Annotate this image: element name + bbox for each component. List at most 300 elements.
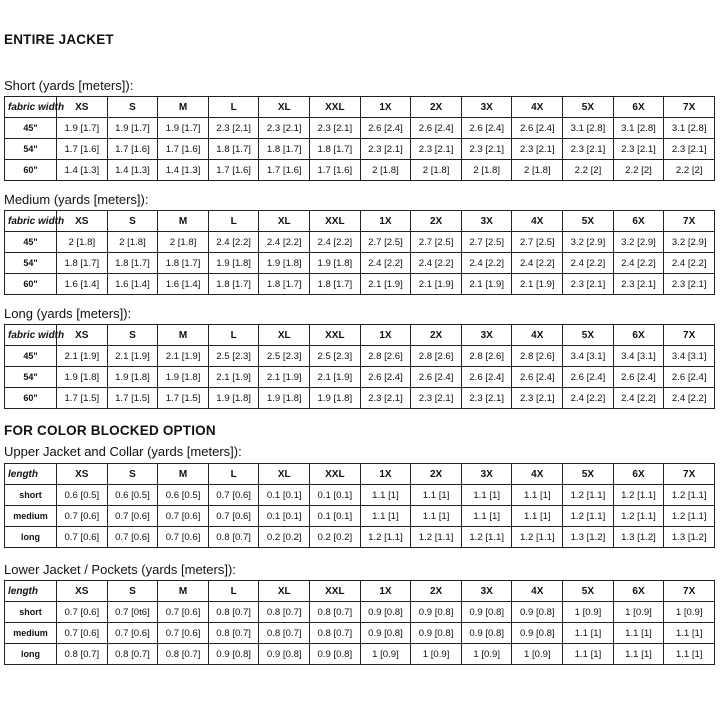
table-cell: 1.9 [1.7] [57, 118, 108, 139]
table-cell: 2.4 [2.2] [613, 388, 664, 409]
table-cell: 2.3 [2.1] [360, 388, 411, 409]
table-cell: 2.4 [2.2] [208, 232, 259, 253]
size-header: 1X [360, 97, 411, 118]
table-cell: 1.9 [1.8] [259, 253, 310, 274]
table-cell: 2.3 [2.1] [411, 139, 462, 160]
size-header: XS [57, 325, 108, 346]
table-heading: Short (yards [meters]): [4, 78, 134, 93]
table-cell: 1.2 [1.1] [461, 527, 512, 548]
table-cell: 2.6 [2.4] [461, 118, 512, 139]
table-row [5, 253, 715, 274]
table-cell: 0.2 [0.2] [310, 527, 361, 548]
size-header: 5X [563, 97, 614, 118]
table-cell: 1.8 [1.7] [310, 274, 361, 295]
size-header: 2X [411, 211, 462, 232]
table-cell: 1.7 [1.6] [107, 139, 158, 160]
table-cell: 3.1 [2.8] [613, 118, 664, 139]
table-cell: 2.1 [1.9] [259, 367, 310, 388]
table-cell: 1.2 [1.1] [563, 506, 614, 527]
table-cell: 1 [0.9] [461, 644, 512, 665]
table-cell: 0.9 [0.8] [461, 602, 512, 623]
table-cell: 1.1 [1] [360, 506, 411, 527]
table-cell: 2.3 [2.1] [512, 388, 563, 409]
size-header: 3X [461, 581, 512, 602]
size-header: 5X [563, 581, 614, 602]
size-header: 4X [512, 97, 563, 118]
size-header: 2X [411, 581, 462, 602]
size-header: 3X [461, 464, 512, 485]
table-cell: 2.6 [2.4] [461, 367, 512, 388]
table-cell: 0.7 [0.6] [158, 623, 209, 644]
table-cell: 1.7 [1.6] [310, 160, 361, 181]
size-header: XS [57, 464, 108, 485]
table-cell: 1.1 [1] [411, 485, 462, 506]
table-heading: Lower Jacket / Pockets (yards [meters]): [4, 562, 236, 577]
table-cell: 1.9 [1.7] [158, 118, 209, 139]
size-header: XXL [310, 211, 361, 232]
size-header: M [158, 211, 209, 232]
table-cell: 1.1 [1] [461, 506, 512, 527]
size-header: 4X [512, 464, 563, 485]
row-label: long [5, 644, 57, 665]
table-cell: 2.1 [1.9] [107, 346, 158, 367]
table-cell: 2 [1.8] [158, 232, 209, 253]
table-cell: 1 [0.9] [512, 644, 563, 665]
size-header: XL [259, 97, 310, 118]
size-header: 6X [613, 464, 664, 485]
size-header: L [208, 464, 259, 485]
row-label: 60" [5, 274, 57, 295]
table-cell: 1.9 [1.8] [310, 253, 361, 274]
table-cell: 3.4 [3.1] [664, 346, 715, 367]
size-header: 1X [360, 325, 411, 346]
table-cell: 2.7 [2.5] [461, 232, 512, 253]
table-header-row [5, 464, 715, 485]
table-cell: 2.6 [2.4] [360, 118, 411, 139]
table-cell: 3.2 [2.9] [664, 232, 715, 253]
table-cell: 2.4 [2.2] [360, 253, 411, 274]
section-title: ENTIRE JACKET [4, 32, 114, 47]
table-cell: 2.7 [2.5] [512, 232, 563, 253]
table-cell: 1.4 [1.3] [57, 160, 108, 181]
table-cell: 2.6 [2.4] [613, 367, 664, 388]
table-cell: 2.3 [2.1] [563, 139, 614, 160]
size-header: 4X [512, 325, 563, 346]
size-header: 3X [461, 325, 512, 346]
table-cell: 2.4 [2.2] [512, 253, 563, 274]
size-header: XXL [310, 325, 361, 346]
table-cell: 2.4 [2.2] [259, 232, 310, 253]
table-cell: 0.7 [0t6] [107, 602, 158, 623]
table-cell: 2.5 [2.3] [310, 346, 361, 367]
table-cell: 1.7 [1.6] [208, 160, 259, 181]
table-cell: 2.1 [1.9] [158, 346, 209, 367]
table-cell: 1.1 [1] [411, 506, 462, 527]
table-heading: Medium (yards [meters]): [4, 192, 149, 207]
table-cell: 2.8 [2.6] [360, 346, 411, 367]
table-cell: 1.2 [1.1] [613, 506, 664, 527]
yardage-table [4, 96, 715, 181]
yardage-table [4, 210, 715, 295]
table-cell: 0.7 [0.6] [107, 506, 158, 527]
table-cell: 1 [0.9] [664, 602, 715, 623]
size-header: XL [259, 211, 310, 232]
table-cell: 1.9 [1.8] [208, 388, 259, 409]
size-header: M [158, 97, 209, 118]
table-cell: 0.7 [0.6] [158, 527, 209, 548]
table-cell: 2.1 [1.9] [310, 367, 361, 388]
table-cell: 2.1 [1.9] [461, 274, 512, 295]
table-cell: 1.8 [1.7] [158, 253, 209, 274]
table-header-row [5, 325, 715, 346]
table-cell: 1.3 [1.2] [563, 527, 614, 548]
table-cell: 2.3 [2.1] [208, 118, 259, 139]
table-cell: 2.3 [2.1] [461, 388, 512, 409]
size-header: L [208, 325, 259, 346]
table-cell: 0.9 [0.8] [310, 644, 361, 665]
table-cell: 1.2 [1.1] [664, 506, 715, 527]
yardage-table [4, 580, 715, 665]
table-row [5, 118, 715, 139]
table-cell: 2.1 [1.9] [512, 274, 563, 295]
table-cell: 1 [0.9] [613, 602, 664, 623]
table-cell: 2.6 [2.4] [512, 118, 563, 139]
table-cell: 0.9 [0.8] [360, 602, 411, 623]
table-cell: 1.1 [1] [563, 623, 614, 644]
table-row [5, 388, 715, 409]
table-cell: 1.8 [1.7] [259, 139, 310, 160]
table-cell: 2 [1.8] [107, 232, 158, 253]
row-label: 54" [5, 367, 57, 388]
table-cell: 1.9 [1.7] [107, 118, 158, 139]
size-header: 6X [613, 325, 664, 346]
table-cell: 0.7 [0.6] [57, 527, 108, 548]
table-cell: 3.4 [3.1] [563, 346, 614, 367]
table-cell: 0.7 [0.6] [57, 623, 108, 644]
table-cell: 0.6 [0.5] [57, 485, 108, 506]
row-label: 54" [5, 253, 57, 274]
table-cell: 3.2 [2.9] [563, 232, 614, 253]
yardage-table [4, 463, 715, 548]
table-cell: 0.7 [0.6] [208, 506, 259, 527]
table-cell: 2.3 [2.1] [563, 274, 614, 295]
table-cell: 0.8 [0.7] [310, 623, 361, 644]
size-header: XL [259, 464, 310, 485]
table-cell: 2.7 [2.5] [360, 232, 411, 253]
table-cell: 1.1 [1] [613, 623, 664, 644]
size-header: 7X [664, 581, 715, 602]
size-header: 4X [512, 581, 563, 602]
table-cell: 2.4 [2.2] [411, 253, 462, 274]
table-header-row [5, 211, 715, 232]
size-header: 1X [360, 211, 411, 232]
table-cell: 0.7 [0.6] [107, 623, 158, 644]
table-cell: 2.8 [2.6] [411, 346, 462, 367]
size-header: 7X [664, 97, 715, 118]
size-header: 7X [664, 211, 715, 232]
table-cell: 1.7 [1.5] [107, 388, 158, 409]
table-cell: 2.4 [2.2] [563, 388, 614, 409]
table-cell: 2.2 [2] [563, 160, 614, 181]
table-cell: 0.8 [0.7] [57, 644, 108, 665]
table-cell: 1.7 [1.6] [57, 139, 108, 160]
table-cell: 2.4 [2.2] [461, 253, 512, 274]
table-cell: 2.1 [1.9] [57, 346, 108, 367]
table-cell: 2.6 [2.4] [664, 367, 715, 388]
table-cell: 1.6 [1.4] [107, 274, 158, 295]
section-title: FOR COLOR BLOCKED OPTION [4, 423, 216, 438]
table-cell: 0.9 [0.8] [259, 644, 310, 665]
table-cell: 2.3 [2.1] [613, 274, 664, 295]
table-cell: 0.7 [0.6] [57, 506, 108, 527]
corner-label: length [5, 464, 57, 485]
table-cell: 2 [1.8] [411, 160, 462, 181]
table-cell: 2.3 [2.1] [461, 139, 512, 160]
table-row [5, 232, 715, 253]
table-row [5, 644, 715, 665]
table-cell: 1.8 [1.7] [57, 253, 108, 274]
table-cell: 3.4 [3.1] [613, 346, 664, 367]
table-cell: 0.9 [0.8] [208, 644, 259, 665]
table-cell: 3.1 [2.8] [664, 118, 715, 139]
size-header: 4X [512, 211, 563, 232]
corner-label: fabric width [5, 97, 57, 118]
row-label: 45" [5, 232, 57, 253]
table-cell: 0.9 [0.8] [512, 623, 563, 644]
table-cell: 2.1 [1.9] [360, 274, 411, 295]
row-label: 60" [5, 388, 57, 409]
table-cell: 2.2 [2] [664, 160, 715, 181]
row-label: medium [5, 623, 57, 644]
table-cell: 0.1 [0.1] [310, 506, 361, 527]
size-header: 5X [563, 325, 614, 346]
table-cell: 1.9 [1.8] [310, 388, 361, 409]
table-cell: 2.3 [2.1] [310, 118, 361, 139]
table-cell: 1.6 [1.4] [57, 274, 108, 295]
table-cell: 2.3 [2.1] [664, 139, 715, 160]
table-cell: 3.2 [2.9] [613, 232, 664, 253]
table-cell: 1.1 [1] [664, 623, 715, 644]
table-heading: Upper Jacket and Collar (yards [meters]): [4, 444, 242, 459]
table-cell: 2.4 [2.2] [664, 253, 715, 274]
table-cell: 1.9 [1.8] [57, 367, 108, 388]
size-header: 3X [461, 97, 512, 118]
table-cell: 1.1 [1] [360, 485, 411, 506]
table-cell: 0.1 [0.1] [259, 506, 310, 527]
table-cell: 1.2 [1.1] [613, 485, 664, 506]
table-cell: 0.9 [0.8] [411, 623, 462, 644]
size-header: 5X [563, 211, 614, 232]
table-cell: 2.3 [2.1] [664, 274, 715, 295]
table-cell: 0.8 [0.7] [208, 602, 259, 623]
table-cell: 1.7 [1.6] [259, 160, 310, 181]
table-cell: 1.8 [1.7] [208, 139, 259, 160]
size-header: 2X [411, 325, 462, 346]
table-cell: 2.1 [1.9] [411, 274, 462, 295]
table-cell: 2.2 [2] [613, 160, 664, 181]
table-cell: 1.1 [1] [461, 485, 512, 506]
size-header: XS [57, 211, 108, 232]
table-cell: 1.8 [1.7] [310, 139, 361, 160]
table-cell: 1.7 [1.5] [57, 388, 108, 409]
table-cell: 1.8 [1.7] [208, 274, 259, 295]
size-header: M [158, 464, 209, 485]
table-cell: 0.8 [0.7] [208, 527, 259, 548]
size-header: 3X [461, 211, 512, 232]
table-cell: 0.8 [0.7] [107, 644, 158, 665]
size-header: 7X [664, 464, 715, 485]
size-header: S [107, 97, 158, 118]
row-label: long [5, 527, 57, 548]
size-header: 5X [563, 464, 614, 485]
yardage-table [4, 324, 715, 409]
table-cell: 2.5 [2.3] [259, 346, 310, 367]
table-cell: 2.3 [2.1] [259, 118, 310, 139]
table-cell: 2.8 [2.6] [512, 346, 563, 367]
table-cell: 0.7 [0.6] [57, 602, 108, 623]
size-header: S [107, 211, 158, 232]
corner-label: length [5, 581, 57, 602]
table-cell: 0.9 [0.8] [411, 602, 462, 623]
table-cell: 2.3 [2.1] [360, 139, 411, 160]
size-header: S [107, 581, 158, 602]
size-header: L [208, 97, 259, 118]
size-header: 1X [360, 464, 411, 485]
table-cell: 0.1 [0.1] [259, 485, 310, 506]
table-cell: 2.4 [2.2] [563, 253, 614, 274]
table-cell: 1.8 [1.7] [259, 274, 310, 295]
row-label: short [5, 485, 57, 506]
table-cell: 0.6 [0.5] [107, 485, 158, 506]
table-cell: 1.4 [1.3] [158, 160, 209, 181]
table-cell: 1.1 [1] [664, 644, 715, 665]
table-row [5, 274, 715, 295]
table-cell: 2 [1.8] [461, 160, 512, 181]
table-cell: 2 [1.8] [360, 160, 411, 181]
table-cell: 1.9 [1.8] [208, 253, 259, 274]
table-cell: 0.8 [0.7] [208, 623, 259, 644]
table-cell: 0.7 [0.6] [158, 602, 209, 623]
table-header-row [5, 581, 715, 602]
size-header: S [107, 464, 158, 485]
table-cell: 1.2 [1.1] [360, 527, 411, 548]
table-cell: 2.1 [1.9] [208, 367, 259, 388]
size-header: 2X [411, 464, 462, 485]
table-cell: 2.3 [2.1] [411, 388, 462, 409]
table-cell: 2 [1.8] [57, 232, 108, 253]
table-row [5, 485, 715, 506]
table-cell: 1.2 [1.1] [411, 527, 462, 548]
table-cell: 0.8 [0.7] [259, 623, 310, 644]
size-header: M [158, 325, 209, 346]
table-cell: 1.9 [1.8] [158, 367, 209, 388]
table-cell: 1.1 [1] [563, 644, 614, 665]
table-cell: 2.3 [2.1] [512, 139, 563, 160]
table-cell: 0.8 [0.7] [259, 602, 310, 623]
table-cell: 2 [1.8] [512, 160, 563, 181]
table-cell: 1.6 [1.4] [158, 274, 209, 295]
table-cell: 0.7 [0.6] [107, 527, 158, 548]
size-header: L [208, 581, 259, 602]
table-cell: 0.6 [0.5] [158, 485, 209, 506]
table-cell: 2.3 [2.1] [613, 139, 664, 160]
table-cell: 1.9 [1.8] [107, 367, 158, 388]
table-row [5, 506, 715, 527]
table-row [5, 160, 715, 181]
table-cell: 0.7 [0.6] [158, 506, 209, 527]
table-cell: 2.4 [2.2] [310, 232, 361, 253]
table-cell: 0.8 [0.7] [310, 602, 361, 623]
table-cell: 1.7 [1.6] [158, 139, 209, 160]
table-cell: 1.8 [1.7] [107, 253, 158, 274]
table-cell: 0.9 [0.8] [360, 623, 411, 644]
table-cell: 0.2 [0.2] [259, 527, 310, 548]
table-cell: 2.6 [2.4] [411, 367, 462, 388]
corner-label: fabric width [5, 325, 57, 346]
table-cell: 2.5 [2.3] [208, 346, 259, 367]
table-cell: 1.3 [1.2] [613, 527, 664, 548]
size-header: XXL [310, 464, 361, 485]
size-header: 2X [411, 97, 462, 118]
table-cell: 2.4 [2.2] [664, 388, 715, 409]
table-cell: 0.9 [0.8] [461, 623, 512, 644]
size-header: 6X [613, 97, 664, 118]
table-heading: Long (yards [meters]): [4, 306, 132, 321]
size-header: 6X [613, 581, 664, 602]
corner-label: fabric width [5, 211, 57, 232]
size-header: 1X [360, 581, 411, 602]
size-header: XXL [310, 97, 361, 118]
table-cell: 2.6 [2.4] [360, 367, 411, 388]
table-cell: 0.7 [0.6] [208, 485, 259, 506]
row-label: 45" [5, 118, 57, 139]
table-row [5, 527, 715, 548]
size-header: XS [57, 97, 108, 118]
table-cell: 1.3 [1.2] [664, 527, 715, 548]
table-row [5, 139, 715, 160]
table-cell: 1.7 [1.5] [158, 388, 209, 409]
table-cell: 2.6 [2.4] [563, 367, 614, 388]
table-cell: 1.2 [1.1] [512, 527, 563, 548]
size-header: 7X [664, 325, 715, 346]
table-cell: 1 [0.9] [563, 602, 614, 623]
table-header-row [5, 97, 715, 118]
table-cell: 0.9 [0.8] [512, 602, 563, 623]
table-cell: 1.1 [1] [512, 506, 563, 527]
table-cell: 1.2 [1.1] [664, 485, 715, 506]
row-label: 60" [5, 160, 57, 181]
row-label: 45" [5, 346, 57, 367]
row-label: 54" [5, 139, 57, 160]
table-cell: 1.4 [1.3] [107, 160, 158, 181]
table-row [5, 602, 715, 623]
table-cell: 2.6 [2.4] [411, 118, 462, 139]
table-cell: 1.1 [1] [512, 485, 563, 506]
table-cell: 0.1 [0.1] [310, 485, 361, 506]
table-row [5, 367, 715, 388]
table-cell: 2.8 [2.6] [461, 346, 512, 367]
table-cell: 3.1 [2.8] [563, 118, 614, 139]
size-header: XXL [310, 581, 361, 602]
row-label: short [5, 602, 57, 623]
size-header: XS [57, 581, 108, 602]
table-row [5, 346, 715, 367]
table-cell: 1 [0.9] [411, 644, 462, 665]
table-row [5, 623, 715, 644]
table-cell: 1 [0.9] [360, 644, 411, 665]
size-header: XL [259, 581, 310, 602]
size-header: M [158, 581, 209, 602]
